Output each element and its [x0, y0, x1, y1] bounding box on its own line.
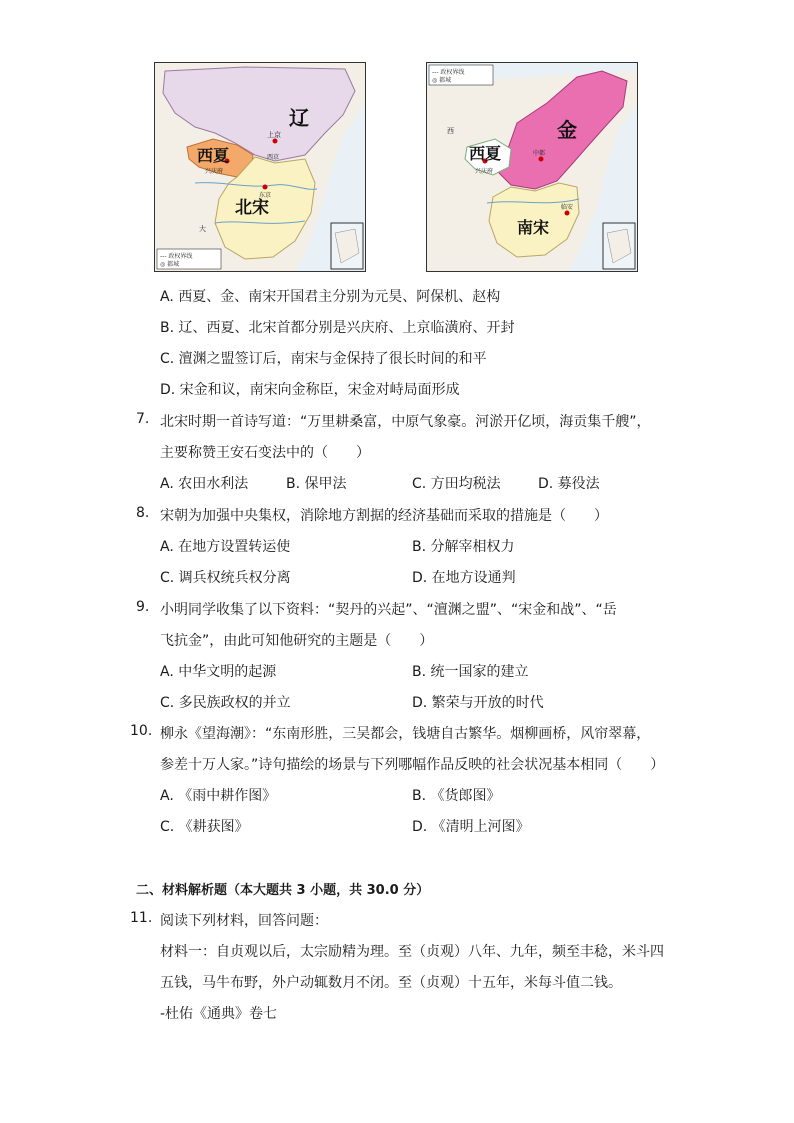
legend-line-1: --- 政权界线 — [160, 253, 193, 260]
label-xi: 西 — [447, 127, 454, 135]
q7-stem-line-2: 主要称赞王安石变法中的（ ） — [160, 445, 370, 461]
map-northern-song-svg — [155, 63, 365, 271]
label-xingqing: 兴庆府 — [475, 168, 494, 175]
q9-stem-line-1: 小明同学收集了以下资料：“契丹的兴起”、“澶渊之盟”、“宋金和战”、“岳 — [160, 602, 617, 618]
q11-source: -杜佑《通典》卷七 — [160, 1006, 278, 1022]
map-northern-song — [154, 62, 366, 272]
section-2-title: 二、材料解析题（本大题共 3 小题，共 30.0 分） — [136, 883, 430, 898]
label-shangjing: 上京 — [267, 131, 281, 139]
q9-option-b: B. 统一国家的建立 — [412, 664, 529, 680]
q11-number: 11. — [130, 910, 153, 926]
capital-marker — [539, 157, 544, 162]
label-linan: 临安 — [561, 204, 574, 211]
legend-line-2: ◎ 都城 — [160, 261, 180, 268]
capital-marker — [273, 139, 278, 144]
legend-line-2: ◎ 都城 — [432, 77, 452, 84]
q9-option-a: A. 中华文明的起源 — [160, 664, 277, 680]
q7-option-c: C. 方田均税法 — [412, 476, 501, 492]
q11-material-1-line-2: 五钱，马牛布野，外户动辄数月不闭。至（贞观）十五年，米每斗值二钱。 — [160, 975, 622, 991]
q8-option-b: B. 分解宰相权力 — [412, 539, 515, 555]
q8-option-d: D. 在地方设通判 — [412, 570, 516, 586]
q11-intro: 阅读下列材料，回答问题： — [160, 913, 328, 929]
q6-option-d: D. 宋金和议，南宋向金称臣，宋金对峙局面形成 — [160, 382, 460, 398]
q7-stem-line-1: 北宋时期一首诗写道：“万里耕桑富，中原气象豪。河淤开亿顷，海贡集千艘”， — [160, 414, 651, 430]
label-liao: 辽 — [289, 106, 309, 130]
label-xixia: 西夏 — [469, 144, 502, 163]
label-xijing: 西京 — [267, 154, 280, 161]
q9-stem-line-2: 飞抗金”，由此可知他研究的主题是（ ） — [160, 633, 434, 649]
label-xingqing: 兴庆府 — [205, 168, 224, 175]
q10-option-c: C. 《耕获图》 — [160, 819, 249, 835]
q7-option-b: B. 保甲法 — [286, 476, 347, 492]
q9-number: 9. — [136, 599, 150, 615]
q8-option-a: A. 在地方设置转运使 — [160, 539, 291, 555]
q10-number: 10. — [130, 723, 153, 739]
capital-marker — [263, 185, 268, 190]
q8-stem: 宋朝为加强中央集权，消除地方割据的经济基础而采取的措施是（ ） — [160, 508, 608, 524]
map-southern-song — [426, 62, 638, 272]
capital-marker — [565, 211, 570, 216]
label-nansong: 南宋 — [517, 218, 550, 237]
q8-option-c: C. 调兵权统兵权分离 — [160, 570, 291, 586]
q6-option-a: A. 西夏、金、南宋开国君主分别为元昊、阿保机、赵构 — [160, 289, 501, 305]
label-da: 大 — [199, 225, 206, 233]
q7-option-d: D. 募役法 — [538, 476, 600, 492]
q6-option-c: C. 澶渊之盟签订后，南宋与金保持了很长时间的和平 — [160, 351, 487, 367]
label-beisong: 北宋 — [235, 198, 269, 218]
map-southern-song-svg — [427, 63, 637, 271]
label-xixia: 西夏 — [197, 146, 230, 165]
q7-number: 7. — [136, 411, 150, 427]
label-zhongdu: 中都 — [533, 150, 546, 157]
legend-line-1: --- 政权界线 — [432, 69, 465, 76]
label-jin: 金 — [557, 118, 577, 142]
q7-option-a: A. 农田水利法 — [160, 476, 249, 492]
q10-stem-line-1: 柳永《望海潮》：“东南形胜，三吴都会，钱塘自古繁华。烟柳画桥，风帘翠幕， — [160, 726, 651, 742]
q9-option-d: D. 繁荣与开放的时代 — [412, 695, 544, 711]
q10-stem-line-2: 参差十万人家。”诗句描绘的场景与下列哪幅作品反映的社会状况基本相同（ ） — [160, 757, 665, 773]
q11-material-1-line-1: 材料一：自贞观以后，太宗励精为理。至（贞观）八年、九年，频至丰稔，米斗四 — [160, 944, 664, 960]
q6-option-b: B. 辽、西夏、北宋首都分别是兴庆府、上京临潢府、开封 — [160, 320, 515, 336]
label-dongjing: 东京 — [259, 192, 272, 199]
q10-option-a: A. 《雨中耕作图》 — [160, 788, 277, 804]
q10-option-b: B. 《货郎图》 — [412, 788, 501, 804]
q10-option-d: D. 《清明上河图》 — [412, 819, 530, 835]
q9-option-c: C. 多民族政权的并立 — [160, 695, 291, 711]
q8-number: 8. — [136, 505, 150, 521]
